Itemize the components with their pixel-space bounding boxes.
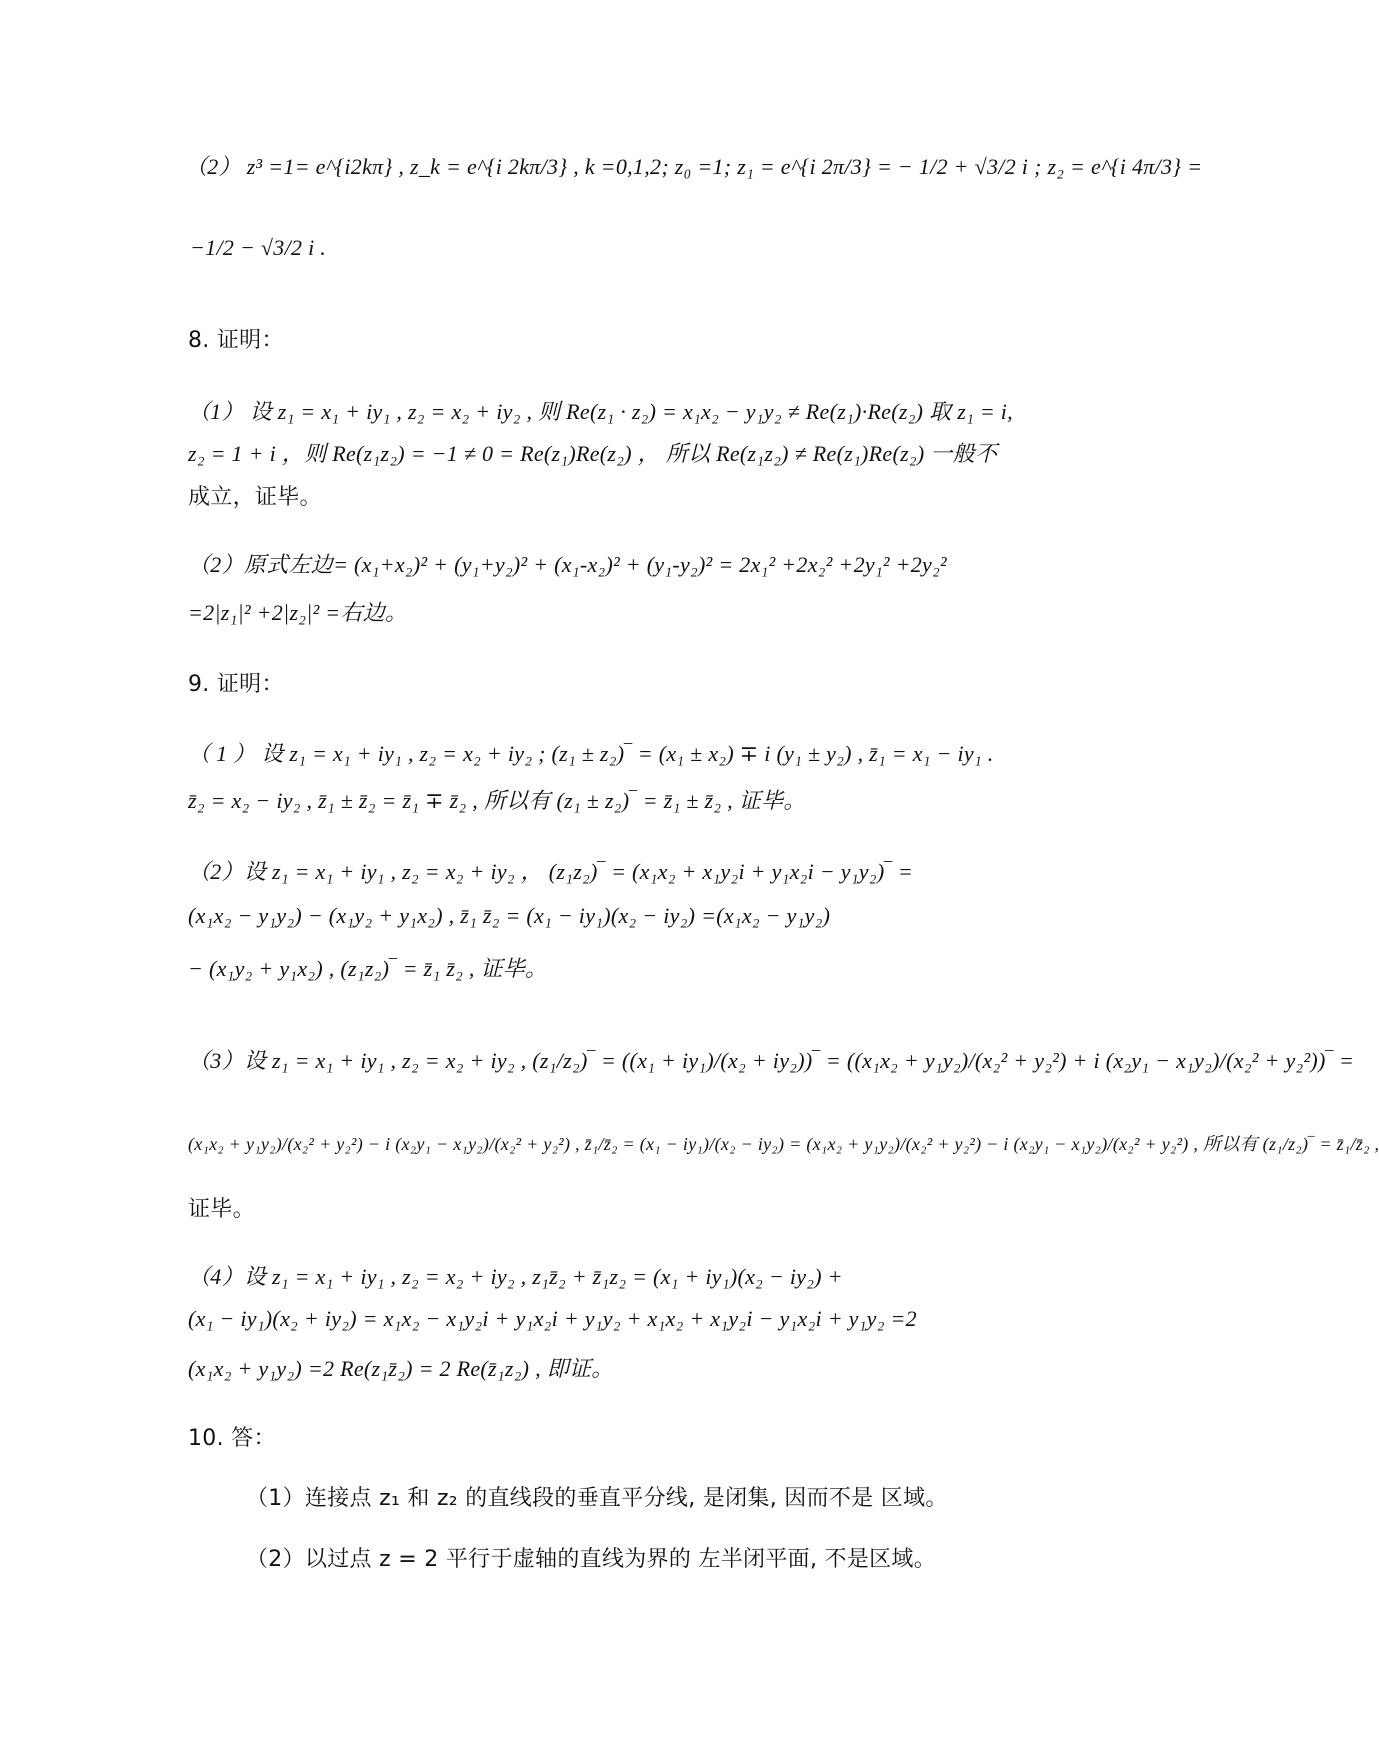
question-9-heading: 9. 证明： bbox=[188, 672, 284, 697]
q9-part2-line3: − (x₁y₂ + y₁x₂) , (z₁z₂)‾ = z̄₁ z̄₂ , 证毕。 bbox=[188, 956, 548, 981]
question-8-heading: 8. 证明： bbox=[188, 328, 284, 353]
q9-part2-line2: (x₁x₂ − y₁y₂) − (x₁y₂ + y₁x₂) , z̄₁ z̄₂ = (x₁ − iy₁)(x₂ − iy₂) =(x₁x₂ − y₁y₂) bbox=[188, 903, 831, 928]
q9-part1-line1: （ 1 ） 设 z₁ = x₁ + iy₁ , z₂ = x₂ + iy₂ ; (z₁ ± z₂)‾ = (x₁ ± x₂) ∓ i (y₁ ± y₂) , z̄₁ = x₁ − iy₁ . bbox=[188, 741, 994, 766]
q10-part2: （2）以过点 z = 2 平行于虚轴的直线为界的 左半闭平面, 不是区域。 bbox=[246, 1547, 937, 1572]
q9-part2-line1: （2）设 z₁ = x₁ + iy₁ , z₂ = x₂ + iy₂ ， (z₁z₂)‾ = (x₁x₂ + x₁y₂i + y₁x₂i − y₁y₂)‾ = bbox=[188, 859, 914, 884]
q8-part2-line1: （2）原式左边= (x₁+x₂)² + (y₁+y₂)² + (x₁-x₂)² + (y₁-y₂)² = 2x₁² +2x₂² +2y₁² +2y₂² bbox=[188, 552, 947, 577]
answer-part2-continuation: −1/2 − √3/2 i . bbox=[190, 235, 327, 260]
q9-part3-line1: （3）设 z₁ = x₁ + iy₁ , z₂ = x₂ + iy₂ , (z₁/z₂)‾ = ((x₁ + iy₁)/(x₂ + iy₂))‾ = ((x₁x₂ + y₁y₂)/(x₂² + y₂²) + i (x₂y₁ − x₁y₂)/(x₂² + y₂²))‾ = bbox=[188, 1048, 1355, 1073]
q8-part2-line2: =2|z₁|² +2|z₂|² =右边。 bbox=[188, 600, 408, 625]
q9-part4-line1: （4）设 z₁ = x₁ + iy₁ , z₂ = x₂ + iy₂ , z₁z̄₂ + z̄₁z₂ = (x₁ + iy₁)(x₂ − iy₂) + bbox=[188, 1264, 843, 1289]
q9-part3-line2: (x₁x₂ + y₁y₂)/(x₂² + y₂²) − i (x₂y₁ − x₁y₂)/(x₂² + y₂²) , z̄₁/z̄₂ = (x₁ − iy₁)/(x₂ − iy₂) = (x₁x₂ + y₁y₂)/(x₂² + y₂²) − i (x₂y₁ − x₁y₂)/(x₂² + y₂²) , 所以有 (z₁/z₂)‾ = z̄₁/z̄₂ , bbox=[188, 1134, 1379, 1154]
q8-part1-line2: z₂ = 1 + i ，则 Re(z₁z₂) = −1 ≠ 0 = Re(z₁)Re(z₂) ， 所以 Re(z₁z₂) ≠ Re(z₁)Re(z₂) 一般不 bbox=[188, 441, 998, 466]
q9-part3-line3: 证毕。 bbox=[188, 1197, 255, 1222]
q9-part4-line3: (x₁x₂ + y₁y₂) =2 Re(z₁z̄₂) = 2 Re(z̄₁z₂) , 即证。 bbox=[188, 1356, 614, 1381]
answer-part2-line: （2） z³ =1= e^{i2kπ} , z_k = e^{i 2kπ/3} , k =0,1,2; z₀ =1; z₁ = e^{i 2π/3} = − 1/2 + √3/2 i ; z₂ = e^{i 4π/3} = bbox=[185, 154, 1203, 179]
q9-part1-line2: z̄₂ = x₂ − iy₂ , z̄₁ ± z̄₂ = z̄₁ ∓ z̄₂ , 所以有 (z₁ ± z₂)‾ = z̄₁ ± z̄₂ , 证毕。 bbox=[188, 788, 806, 813]
q8-part1-line1: （1） 设 z₁ = x₁ + iy₁ , z₂ = x₂ + iy₂ , 则 Re(z₁ · z₂) = x₁x₂ − y₁y₂ ≠ Re(z₁)·Re(z₂) 取 z₁ = i, bbox=[188, 399, 1013, 424]
q8-part1-line3: 成立，证毕。 bbox=[188, 485, 322, 510]
q10-part1: （1）连接点 z₁ 和 z₂ 的直线段的垂直平分线, 是闭集, 因而不是 区域。 bbox=[246, 1486, 948, 1511]
question-10-heading: 10. 答： bbox=[188, 1426, 276, 1451]
q9-part4-line2: (x₁ − iy₁)(x₂ + iy₂) = x₁x₂ − x₁y₂i + y₁x₂i + y₁y₂ + x₁x₂ + x₁y₂i − y₁x₂i + y₁y₂ =2 bbox=[188, 1306, 917, 1331]
